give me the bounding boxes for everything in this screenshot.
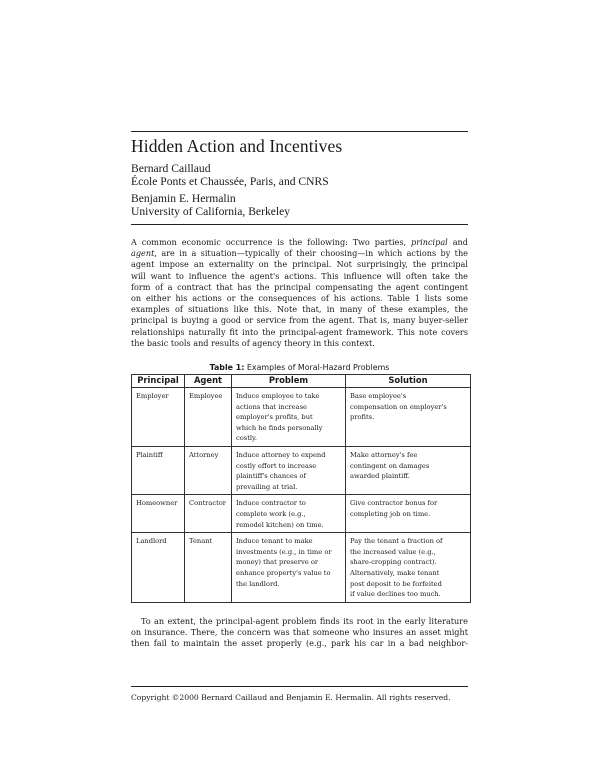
author-2-affiliation: University of California, Berkeley: [131, 205, 291, 218]
top-rule: [131, 131, 468, 132]
cell-solution: [346, 495, 471, 533]
cell-problem-line: Induce contractor to: [236, 499, 306, 508]
table-row: [132, 446, 471, 494]
cell-solution-line: completing job on time.: [350, 509, 431, 518]
cell-solution-line: Alternatively, make tenant: [350, 568, 440, 577]
cell-problem-line: employer's profits, but: [236, 413, 313, 422]
cell-problem: [232, 533, 346, 603]
table-header-row: [132, 375, 471, 388]
author-2: [131, 192, 290, 218]
table-caption-text: Examples of Moral-Hazard Problems: [246, 363, 390, 372]
moral-hazard-table: [131, 374, 471, 603]
cell-solution-line: contingent on damages: [350, 461, 430, 470]
header-agent: Agent: [185, 375, 232, 388]
cell-problem-line: enhance property's value to: [236, 568, 331, 577]
table-row: [132, 388, 471, 447]
cell-solution-line: the increased value (e.g.,: [350, 547, 436, 556]
cell-solution-line: share-cropping contract).: [350, 558, 437, 567]
cell-problem-line: complete work (e.g.,: [236, 509, 306, 518]
cell-solution-line: if value declines too much.: [350, 590, 441, 599]
cell-principal-text: Homeowner: [136, 499, 178, 508]
author-2-name: Benjamin E. Hermalin: [131, 192, 236, 205]
paragraph-line: will want to influence the agent's actions. This influence will often take the: [131, 270, 468, 281]
cell-agent: [185, 533, 232, 603]
cell-problem-line: costly.: [236, 434, 258, 443]
cell-problem-line: plaintiff's chances of: [236, 472, 306, 481]
cell-solution-line: Pay the tenant a fraction of: [350, 537, 443, 546]
table-caption-label: Table 1:: [209, 363, 245, 372]
cell-agent-text: Tenant: [189, 537, 213, 546]
cell-problem: [232, 495, 346, 533]
cell-problem-line: investments (e.g., in time or: [236, 547, 332, 556]
author-1-affiliation: École Ponts et Chaussée, Paris, and CNRS: [131, 175, 329, 188]
table-body: [132, 388, 471, 603]
paragraph-line: examples of situations like this. Note that, in many of these examples, the: [131, 304, 468, 315]
table-caption: [131, 363, 468, 372]
paper-title: Hidden Action and Incentives: [131, 136, 343, 156]
author-1-name: Bernard Caillaud: [131, 162, 211, 175]
header-bottom-rule: [131, 224, 468, 225]
cell-solution-line: profits.: [350, 413, 375, 422]
table-row: [132, 495, 471, 533]
paragraph-line: agent impose an externality on the principal. Not surprisingly, the principal: [131, 259, 468, 270]
cell-solution: [346, 446, 471, 494]
intro-paragraph: [131, 237, 468, 349]
cell-problem: [232, 388, 346, 447]
cell-problem-line: actions that increase: [236, 402, 307, 411]
cell-solution-line: post deposit to be forfeited: [350, 579, 442, 588]
cell-problem-line: prevailing at trial.: [236, 482, 298, 491]
continuation-paragraph: [131, 616, 468, 650]
cell-problem-line: Induce attorney to expend: [236, 450, 326, 459]
paragraph-line: relationships naturally fit into the principal-agent framework. This note covers: [131, 326, 468, 337]
paragraph-line: on insurance. There, the concern was that someone who insures an asset might: [131, 627, 468, 638]
cell-solution-line: awarded plaintiff.: [350, 472, 410, 481]
cell-principal: [132, 446, 185, 494]
footer-rule: [131, 686, 468, 687]
cell-principal-text: Landlord: [136, 537, 167, 546]
paragraph-line: then fail to maintain the asset properly (e.g., park his car in a bad neighbor-: [131, 638, 468, 649]
header-principal: Principal: [132, 375, 185, 388]
paragraph-line: To an extent, the principal-agent problem finds its root in the early literature: [141, 616, 468, 626]
cell-solution-line: compensation on employer's: [350, 402, 447, 411]
cell-solution-line: Base employee's: [350, 392, 407, 400]
cell-problem-line: costly effort to increase: [236, 461, 317, 470]
cell-solution: [346, 533, 471, 603]
cell-principal: [132, 533, 185, 603]
cell-agent: [185, 446, 232, 494]
cell-problem-line: the landlord.: [236, 579, 280, 588]
cell-solution-line: Make attorney's fee: [350, 450, 418, 459]
cell-agent-text: Employee: [189, 392, 223, 400]
cell-agent: [185, 388, 232, 447]
cell-solution-line: Give contractor bonus for: [350, 499, 438, 508]
cell-problem-line: Induce employee to take: [236, 392, 320, 400]
cell-solution: [346, 388, 471, 447]
cell-principal: [132, 495, 185, 533]
paragraph-line: on either his actions or the consequences of his actions. Table 1 lists some: [131, 293, 468, 304]
cell-problem-line: Induce tenant to make: [236, 537, 313, 546]
author-1: [131, 162, 329, 188]
cell-agent: [185, 495, 232, 533]
cell-agent-text: Contractor: [189, 499, 226, 508]
cell-principal: [132, 388, 185, 447]
paragraph-line: the basic tools and results of agency theory in this context.: [131, 337, 375, 348]
cell-principal-text: Employer: [136, 392, 169, 400]
cell-problem-line: money) that preserve or: [236, 558, 319, 567]
paragraph-line: form of a contract that has the principal compensating the agent contingent: [131, 281, 468, 292]
paragraph-line: A common economic occurrence is the following: Two parties, principal and: [131, 237, 468, 247]
cell-agent-text: Attorney: [189, 450, 219, 459]
cell-problem-line: which he finds personally: [236, 423, 323, 432]
table-row: [132, 533, 471, 603]
cell-problem-line: remodel kitchen) on time.: [236, 520, 324, 529]
paragraph-line: principal is buying a good or service from the agent. That is, many buyer-seller: [131, 315, 468, 326]
header-problem: Problem: [232, 375, 346, 388]
cell-problem: [232, 446, 346, 494]
paragraph-line: agent, are in a situation—typically of their choosing—in which actions by the: [131, 248, 468, 259]
copyright-footer: Copyright ©2000 Bernard Caillaud and Benjamin E. Hermalin. All rights reserved.: [131, 693, 451, 702]
cell-principal-text: Plaintiff: [136, 450, 163, 459]
header-solution: Solution: [346, 375, 471, 388]
